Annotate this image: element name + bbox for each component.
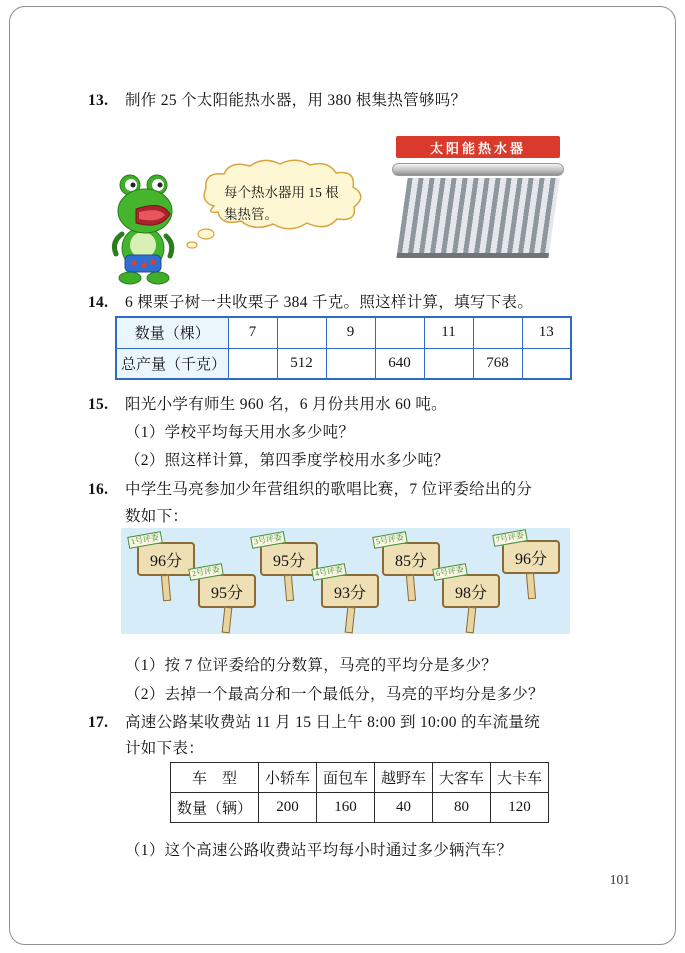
score-value: 96分 (137, 542, 195, 576)
score-value: 98分 (442, 574, 500, 608)
problem-16-q1: （1）按 7 位评委给的分数算，马亮的平均分是多少？ (125, 657, 498, 674)
judge-tag: 6号评委 (432, 563, 468, 581)
paddle-stick (526, 573, 536, 600)
table-cell: 车 型 (171, 763, 259, 793)
table-row (171, 763, 549, 793)
table-cell: 640 (375, 348, 424, 379)
solar-heater-banner: 太阳能热水器 (396, 136, 560, 158)
problem-17-q1: （1）这个高速公路收费站平均每小时通过多少辆汽车？ (125, 842, 513, 859)
judge-tag: 4号评委 (311, 563, 347, 581)
table-cell: 40 (375, 793, 433, 823)
solar-heater-illustration (390, 136, 566, 268)
table-row (116, 348, 571, 379)
problem-17-number: 17. (88, 714, 109, 731)
table-row (171, 793, 549, 823)
judge-tag: 1号评委 (127, 531, 163, 549)
speech-line-2: 集热管。 (224, 206, 278, 222)
problem-16-number: 16. (88, 481, 109, 498)
table-cell (375, 317, 424, 348)
problem-15-q1: （1）学校平均每天用水多少吨？ (125, 424, 355, 441)
table-cell: 总产量（千克） (116, 348, 228, 379)
speech-bubble-text (224, 182, 339, 225)
problem-15-text: 阳光小学有师生 960 名，6 月份共用水 60 吨。 (125, 396, 447, 413)
paddle-stick (466, 607, 477, 634)
judge-tag: 7号评委 (492, 529, 528, 547)
problem-16 (88, 479, 532, 501)
problem-15-q2: （2）照这样计算，第四季度学校用水多少吨？ (125, 452, 450, 469)
paddle-stick (222, 607, 233, 634)
table-cell: 120 (491, 793, 549, 823)
score-value: 95分 (198, 574, 256, 608)
table-cell (277, 317, 326, 348)
table-cell: 面包车 (317, 763, 375, 793)
traffic-table (170, 762, 549, 823)
problem-13-number: 13. (88, 92, 109, 109)
problem-17 (88, 712, 540, 734)
paddle-stick (161, 575, 171, 602)
score-paddle (314, 564, 379, 633)
solar-heater-tubes (396, 178, 559, 258)
score-value: 96分 (502, 540, 560, 574)
score-paddle (253, 532, 318, 601)
table-cell: 大卡车 (491, 763, 549, 793)
problem-14-text: 6 棵栗子树一共收栗子 384 千克。照这样计算，填写下表。 (125, 294, 534, 311)
page-number: 101 (609, 872, 630, 887)
score-paddle (435, 564, 500, 633)
problem-13-text: 制作 25 个太阳能热水器，用 380 根集热管够吗？ (125, 92, 467, 109)
table-cell: 13 (522, 317, 571, 348)
score-paddle (191, 564, 256, 633)
paddle-stick (284, 575, 294, 602)
speech-bubble (176, 156, 381, 256)
table-cell: 80 (433, 793, 491, 823)
judges-score-illustration (121, 528, 570, 634)
judge-tag: 2号评委 (188, 563, 224, 581)
problem-16-text-line1: 中学生马亮参加少年营组织的歌唱比赛，7 位评委给出的分 (125, 481, 533, 498)
table-cell: 9 (326, 317, 375, 348)
problem-15-number: 15. (88, 396, 109, 413)
speech-line-1: 每个热水器用 15 根 (224, 185, 339, 200)
score-value: 93分 (321, 574, 379, 608)
score-value: 85分 (382, 542, 440, 576)
problem-16-text-line2: 数如下： (125, 508, 189, 525)
table-cell: 160 (317, 793, 375, 823)
problem-17-text-line1: 高速公路某收费站 11 月 15 日上午 8:00 到 10:00 的车流量统 (125, 714, 540, 731)
solar-heater-tank (392, 163, 564, 176)
problem-13 (88, 90, 466, 112)
problem-17-text-line2: 计如下表： (125, 740, 205, 757)
paddle-stick (345, 607, 356, 634)
table-row (116, 317, 571, 348)
problem-16-q2: （2）去掉一个最高分和一个最低分，马亮的平均分是多少？ (125, 686, 544, 703)
table-cell: 11 (424, 317, 473, 348)
score-paddle (495, 530, 560, 599)
table-cell: 数量（辆） (171, 793, 259, 823)
table-cell: 512 (277, 348, 326, 379)
table-cell (326, 348, 375, 379)
table-cell (424, 348, 473, 379)
frog-icon (106, 172, 184, 287)
chestnut-table (115, 316, 572, 380)
table-cell: 越野车 (375, 763, 433, 793)
judge-tag: 5号评委 (372, 531, 408, 549)
problem-15 (88, 394, 447, 416)
table-cell: 200 (259, 793, 317, 823)
problem-14-number: 14. (88, 294, 109, 311)
paddle-stick (406, 575, 416, 602)
table-cell: 大客车 (433, 763, 491, 793)
table-cell (228, 348, 277, 379)
score-value: 95分 (260, 542, 318, 576)
table-cell: 768 (473, 348, 522, 379)
judge-tag: 3号评委 (250, 531, 286, 549)
table-cell (522, 348, 571, 379)
table-cell: 数量（棵） (116, 317, 228, 348)
score-paddle (375, 532, 440, 601)
problem-14 (88, 292, 533, 314)
score-paddle (130, 532, 195, 601)
table-cell: 7 (228, 317, 277, 348)
table-cell (473, 317, 522, 348)
frog-mascot-illustration (106, 172, 184, 292)
table-cell: 小轿车 (259, 763, 317, 793)
